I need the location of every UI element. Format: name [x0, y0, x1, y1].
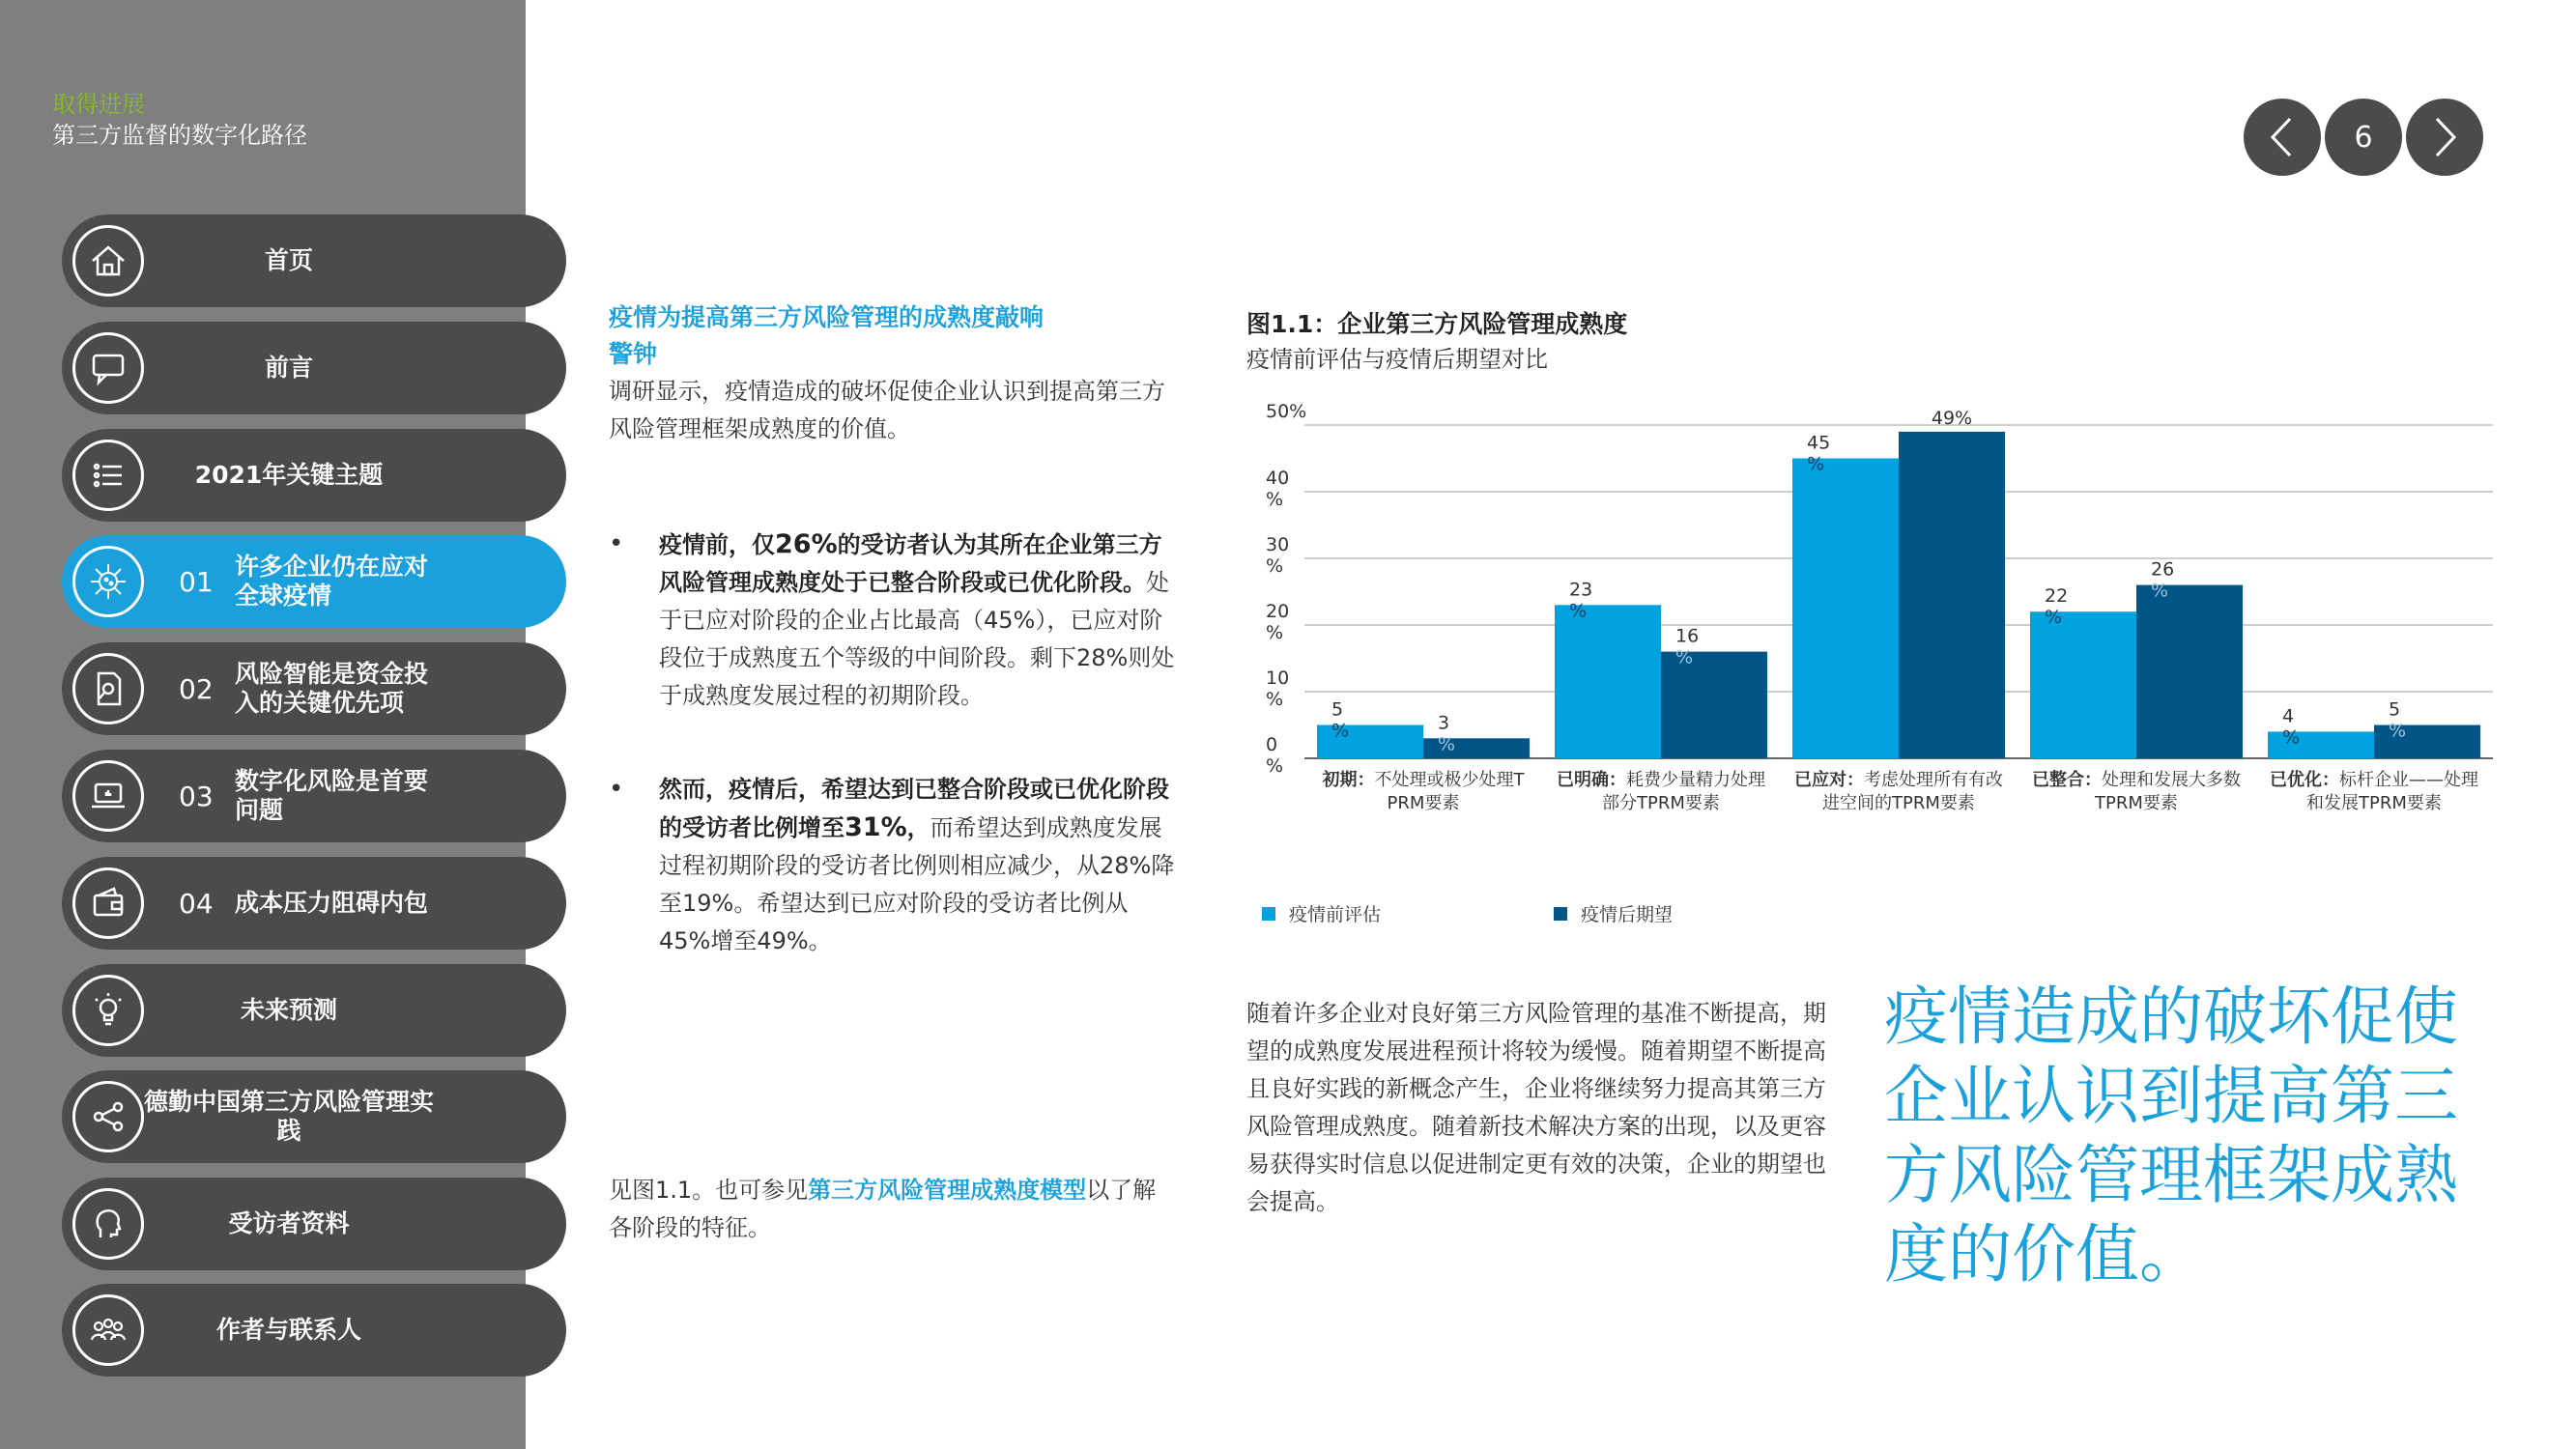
nav-number: 01 [179, 565, 214, 598]
y-tick-label: 40 % [1266, 468, 1290, 510]
legend-label: 疫情后期望 [1581, 904, 1674, 925]
bullet-stat: 31% [844, 812, 907, 842]
bar-value-label: 26 % [2151, 558, 2175, 602]
body-paragraph: 随着许多企业对良好第三方风险管理的基准不断提高，期望的成熟度发展进程预计将较为缓慢。随着期望不断提高且良好实践的新概念产生，企业将继续努力提高其第三方风险管理成熟度。随着新技术解决方案的出现，以及更容易获得实时信息以促进制定更有效的决策，企业的期望也会提高。 [1246, 1000, 1826, 1215]
nav-item-future[interactable] [62, 964, 566, 1057]
nav-item-practice[interactable] [62, 1070, 566, 1163]
bullet-stat: 26% [775, 529, 838, 559]
y-tick-label: 30 % [1266, 534, 1290, 577]
maturity-bar-chart [1246, 386, 2503, 869]
bar-value-label: 5 % [2389, 698, 2407, 742]
share-icon [72, 1081, 144, 1152]
y-tick-label: 0 % [1266, 734, 1284, 777]
bullet-2 [609, 771, 1179, 960]
laptop-icon [72, 760, 144, 832]
bullet-bold: 疫情前，仅 [659, 531, 775, 558]
report-title: 第三方监督的数字化路径 [52, 122, 307, 149]
bar-value-label: 45 % [1807, 432, 1831, 475]
bar-value-label: 23 % [1569, 579, 1593, 622]
bar-before [1792, 459, 1899, 759]
nav-item-key-themes[interactable] [62, 429, 566, 522]
next-page-button[interactable] [2406, 99, 2483, 176]
nav-item-03[interactable] [62, 750, 566, 842]
intro-paragraph: 调研显示，疫情造成的破坏促使企业认识到提高第三方风险管理框架成熟度的价值。 [609, 378, 1165, 442]
see-also-text: 见图1.1。也可参见 [609, 1177, 809, 1204]
head-icon [72, 1188, 144, 1260]
virus-icon [72, 546, 144, 617]
figure-subtitle: 疫情前评估与疫情后期望对比 [1246, 346, 1548, 373]
see-also-paragraph [609, 1172, 1179, 1247]
nav-label: 受访者资料 [228, 1209, 350, 1237]
nav-item-authors[interactable] [62, 1284, 566, 1377]
nav-label: 数字化风险是首要问题 [235, 767, 429, 824]
legend-swatch [1262, 907, 1275, 921]
wallet-icon [72, 867, 144, 939]
nav-label: 前言 [264, 354, 313, 382]
page-number: 6 [2325, 99, 2402, 176]
bar-value-label: 16 % [1675, 625, 1700, 668]
x-category-label: 已整合：处理和发展大多数 TPRM要素 [2032, 770, 2241, 813]
section-label: 取得进展 [52, 91, 145, 118]
bar-before [2030, 611, 2136, 758]
x-category-label: 初期：不处理或极少处理T PRM要素 [1322, 770, 1525, 813]
bar-value-label: 4 % [2282, 705, 2301, 749]
legend-item-before [1262, 900, 1381, 926]
bar-after [2136, 585, 2243, 758]
bullet-dot: • [609, 529, 624, 558]
nav-label: 风险智能是资金投入的关键优先项 [235, 660, 429, 717]
nav-item-home[interactable] [62, 214, 566, 307]
prev-page-button[interactable] [2244, 99, 2321, 176]
x-category-label: 已优化：标杆企业——处理和发展TPRM要素 [2270, 770, 2478, 813]
page-navigation [2244, 99, 2483, 176]
bar-value-label: 5 % [1331, 698, 1350, 742]
x-category-label: 已明确：耗费少量精力处理部分TPRM要素 [1557, 770, 1765, 813]
nav-item-01[interactable] [62, 535, 566, 628]
y-tick-label: 10 % [1266, 668, 1290, 710]
nav-number: 02 [179, 672, 214, 705]
nav-item-04[interactable] [62, 857, 566, 950]
nav-label: 2021年关键主题 [194, 461, 384, 489]
legend-item-after [1554, 900, 1673, 926]
nav-item-respondents[interactable] [62, 1178, 566, 1270]
list-icon [72, 440, 144, 511]
pull-quote: 疫情造成的破坏促使企业认识到提高第三方风险管理框架成熟度的价值。 [1884, 980, 2458, 1292]
y-tick-label: 20 % [1266, 601, 1290, 643]
bullet-1 [609, 526, 1179, 715]
nav-number: 04 [179, 887, 214, 920]
section-heading: 疫情为提高第三方风险管理的成熟度敲响警钟 [609, 303, 1045, 368]
bar-after [1899, 432, 2005, 758]
nav-label: 首页 [264, 246, 313, 274]
bullet-dot: • [609, 775, 624, 804]
bar-value-label: 22 % [2045, 585, 2069, 629]
see-also-text: 以了解各阶段的特征。 [609, 1177, 1157, 1241]
nav-item-02[interactable] [62, 642, 566, 735]
maturity-model-link[interactable]: 第三方风险管理成熟度模型 [808, 1177, 1087, 1204]
people-icon [72, 1294, 144, 1366]
bullet-bold: ， [906, 814, 930, 841]
nav-label: 作者与联系人 [215, 1316, 361, 1344]
nav-item-preface[interactable] [62, 322, 566, 414]
home-icon [72, 225, 144, 297]
bullet-bold: 然而，疫情后，希望达到已整合阶段或已优化阶段的受访者比例增至 [659, 776, 1169, 841]
legend-label: 疫情前评估 [1289, 904, 1382, 925]
legend-swatch [1554, 907, 1567, 921]
y-tick-label: 50% [1266, 401, 1307, 422]
lightbulb-icon [72, 975, 144, 1046]
bar-value-label: 3 % [1438, 712, 1456, 755]
nav-label: 未来预测 [240, 996, 337, 1024]
nav-label: 许多企业仍在应对全球疫情 [235, 553, 429, 610]
figure-title: 图1.1：企业第三方风险管理成熟度 [1246, 310, 1628, 338]
chevron-left-icon [2265, 115, 2300, 159]
x-category-label: 已应对：考虑处理所有有改进空间的TPRM要素 [1794, 770, 2003, 813]
bar-value-label: 49% [1931, 407, 1973, 429]
nav-label: 德勤中国第三方风险管理实践 [144, 1088, 435, 1145]
bullet-bold: 的受访者认为其所在企业第三方风险管理成熟度处于已整合阶段或已优化阶段。 [659, 531, 1162, 596]
bar-before [1555, 605, 1661, 758]
chat-icon [72, 332, 144, 404]
nav-label: 成本压力阻碍内包 [235, 889, 429, 917]
chevron-right-icon [2427, 115, 2462, 159]
bullet-text: 而希望达到成熟度发展过程初期阶段的受访者比例则相应减少，从28%降至19%。希望达到已应对阶段的受访者比例从45%增至49%。 [659, 814, 1175, 954]
document-search-icon [72, 653, 144, 724]
bullet-text: 处于已应对阶段的企业占比最高（45%），已应对阶段位于成熟度五个等级的中间阶段。剩下28%则处于成熟度发展过程的初期阶段。 [659, 569, 1175, 709]
nav-number: 03 [179, 780, 214, 812]
